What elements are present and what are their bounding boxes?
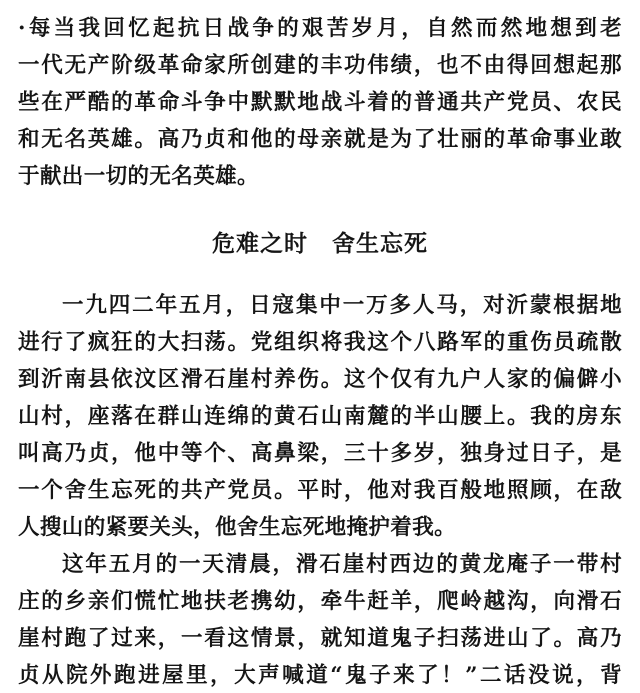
body-line-7: 人搜山的紧要关头，他舍生忘死地掩护着我。 [18,515,457,540]
intro-line-3: 些在严酷的革命斗争中默默地战斗着的普通共产党员、农民 [18,90,622,115]
body-line-3: 到沂南县依汶区滑石崖村养伤。这个仅有九户人家的偏僻小 [18,367,622,392]
body-line-6: 一个舍生忘死的共产党员。平时，他对我百般地照顾，在敌 [18,478,622,503]
body-line-8: 这年五月的一天清晨，滑石崖村西边的黄龙庵子一带村 [62,552,622,577]
body-line-2: 进行了疯狂的大扫荡。党组织将我这个八路军的重伤员疏散 [18,330,622,355]
intro-line-4: 和无名英雄。高乃贞和他的母亲就是为了壮丽的革命事业敢 [18,127,622,152]
body-line-10: 崖村跑了过来，一看这情景，就知道鬼子扫荡进山了。高乃 [18,626,622,651]
body-line-1: 一九四二年五月，日寇集中一万多人马，对沂蒙根据地 [62,293,622,318]
intro-line-2: 一代无产阶级革命家所创建的丰功伟绩，也不由得回想起那 [18,53,622,78]
body-line-5: 叫高乃贞，他中等个、高鼻梁，三十多岁，独身过日子，是 [18,441,622,466]
section-heading: 危难之时 舍生忘死 [212,230,428,257]
intro-line-1: ·每当我回忆起抗日战争的艰苦岁月，自然而然地想到老 [18,16,622,41]
body-line-4: 山村，座落在群山连绵的黄石山南麓的半山腰上。我的房东 [18,404,622,429]
intro-line-5: 于献出一切的无名英雄。 [18,164,259,189]
body-line-9: 庄的乡亲们慌忙地扶老携幼，牵牛赶羊，爬岭越沟，向滑石 [18,589,622,614]
body-line-11: 贞从院外跑进屋里，大声喊道“鬼子来了！”二话没说，背 [18,663,622,688]
